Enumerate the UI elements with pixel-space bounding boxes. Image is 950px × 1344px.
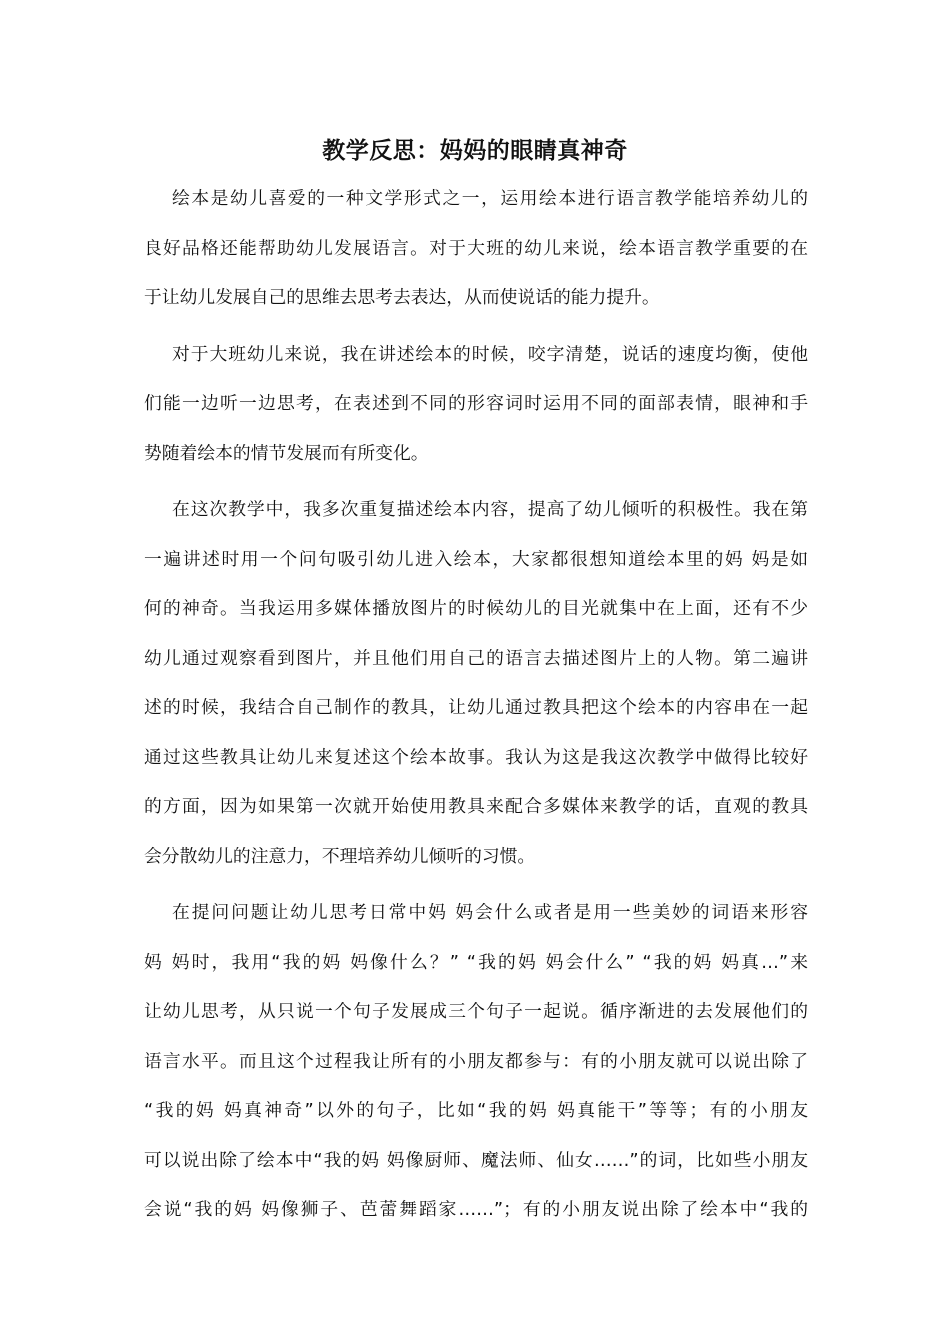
text-line: 在提问问题让幼儿思考日常中妈 妈会什么或者是用一些美妙的词语来形容 [172, 902, 808, 923]
text-line: 良好品格还能帮助幼儿发展语言。对于大班的幼儿来说，绘本语言教学重要的在 [144, 237, 808, 259]
page-title: 教学反思：妈妈的眼睛真神奇 [322, 138, 628, 164]
paragraph [144, 492, 808, 888]
text-line: 语言水平。而且这个过程我让所有的小朋友都参与：有的小朋友就可以说出除了 [144, 1050, 808, 1072]
paragraph [144, 337, 808, 486]
text-line: 可以说出除了绘本中“我的妈 妈像厨师、魔法师、仙女……”的词，比如些小朋友 [144, 1149, 808, 1171]
text-line: 对于大班幼儿来说，我在讲述绘本的时候，咬字清楚，说话的速度均衡，使他 [172, 343, 808, 365]
text-line: 绘本是幼儿喜爱的一种文学形式之一，运用绘本进行语言教学能培养幼儿的 [172, 188, 808, 209]
text-line: 势随着绘本的情节发展而有所变化。 [144, 442, 429, 464]
text-line: “我的妈 妈真神奇”以外的句子，比如“我的妈 妈真能干”等等；有的小朋友 [144, 1100, 808, 1121]
text-line: 们能一边听一边思考，在表述到不同的形容词时运用不同的面部表情，眼神和手 [144, 393, 808, 414]
text-line: 于让幼儿发展自己的思维去思考去表达，从而使说话的能力提升。 [144, 287, 660, 308]
text-line: 幼儿通过观察看到图片，并且他们用自己的语言去描述图片上的人物。第二遍讲 [144, 647, 808, 669]
text-line: 一遍讲述时用一个问句吸引幼儿进入绘本，大家都很想知道绘本里的妈 妈是如 [144, 548, 808, 570]
paragraph [144, 181, 808, 330]
text-line: 何的神奇。当我运用多媒体播放图片的时候幼儿的目光就集中在上面，还有不少 [144, 598, 808, 619]
document-body [144, 181, 808, 1249]
paragraph [144, 895, 808, 1242]
text-line: 让幼儿思考，从只说一个句子发展成三个句子一起说。循序渐进的去发展他们的 [144, 1001, 808, 1022]
text-line: 的方面，因为如果第一次就开始使用教具来配合多媒体来教学的话，直观的教具 [144, 796, 808, 817]
text-line: 在这次教学中，我多次重复描述绘本内容，提高了幼儿倾听的积极性。我在第 [172, 499, 808, 520]
text-line: 会说“我的妈 妈像狮子、芭蕾舞蹈家……”；有的小朋友说出除了绘本中“我的 [144, 1199, 808, 1220]
text-line: 述的时候，我结合自己制作的教具，让幼儿通过教具把这个绘本的内容串在一起 [144, 697, 808, 718]
text-line: 会分散幼儿的注意力，不理培养幼儿倾听的习惯。 [144, 845, 536, 867]
text-line: 妈 妈时，我用“我的妈 妈像什么？” “我的妈 妈会什么” “我的妈 妈真…”来 [144, 951, 808, 973]
text-line: 通过这些教具让幼儿来复述这个绘本故事。我认为这是我这次教学中做得比较好 [144, 746, 808, 768]
